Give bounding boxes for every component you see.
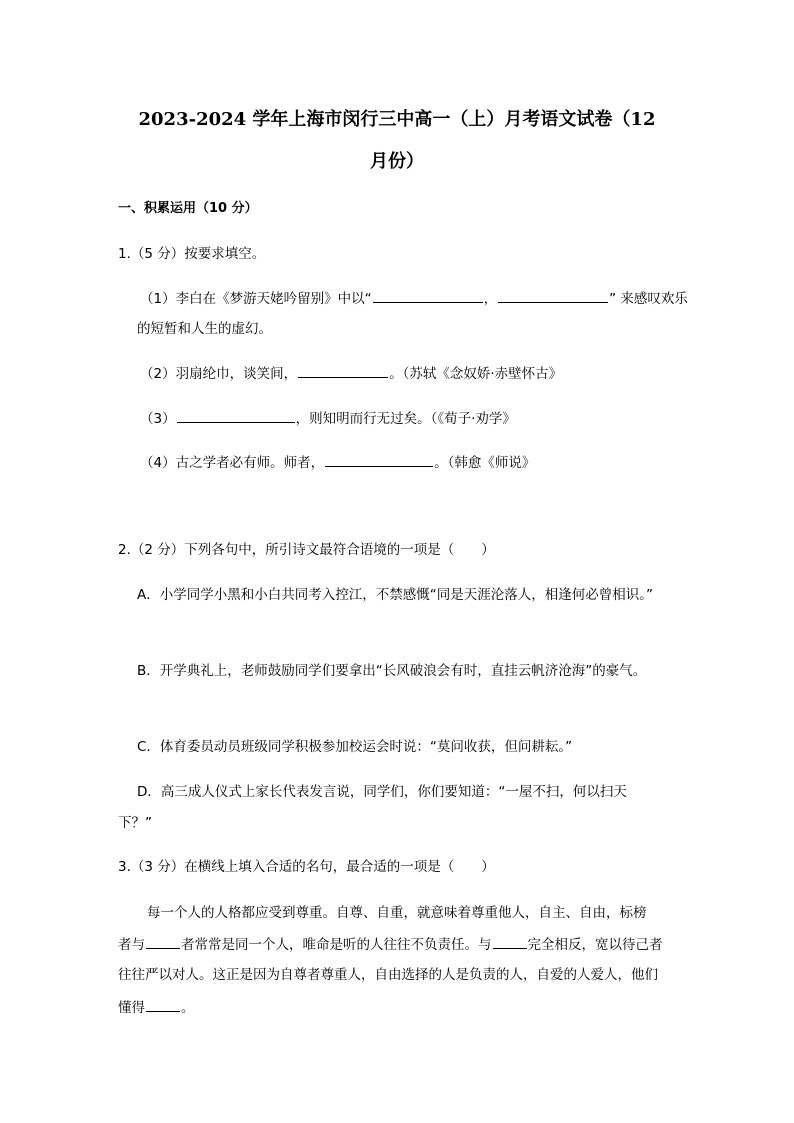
q2-option-b[interactable]: B．开学典礼上，老师鼓励同学们要拿出“长风破浪会有时，直挂云帆济沧海”的豪气。: [137, 663, 647, 679]
q1-item2-text-a: （2）羽扇纶巾，谈笑间，: [140, 366, 298, 382]
q3-passage-line4: [118, 997, 195, 1018]
q3-line2-text-c: 完全相反，宽以待己者: [527, 937, 663, 953]
q1-item2-blank[interactable]: [298, 363, 388, 378]
q3-line4-text-a: 懂得: [118, 1000, 145, 1016]
q1-item1-blank-2[interactable]: [498, 288, 608, 303]
section-heading: 一、积累运用（10 分）: [118, 201, 258, 216]
q3-blank-1[interactable]: [146, 934, 180, 949]
q2-option-d[interactable]: D．高三成人仪式上家长代表发言说，同学们，你们要知道：“一屋不扫，何以扫天: [137, 784, 627, 800]
q3-line4-text-b: 。: [181, 1000, 195, 1016]
q3-passage-line2: [118, 934, 663, 955]
q1-item1-comma: ，: [483, 291, 498, 307]
q1-item1-continued: 的短暂和人生的虚幻。: [137, 321, 272, 337]
q3-line2-text-b: 者常常是同一个人，唯命是听的人往往不负责任。与: [181, 937, 492, 953]
q1-stem: 1.（5 分）按要求填空。: [118, 246, 266, 262]
q1-item4-text-a: （4）古之学者必有师。师者，: [140, 455, 325, 471]
q1-item4-blank[interactable]: [325, 452, 433, 467]
page-title: 2023-2024 学年上海市闵行三中高一（上）月考语文试卷（12: [138, 109, 656, 130]
q1-item1-blank-1[interactable]: [373, 288, 483, 303]
q1-item1-text-c: ” 来感叹欢乐: [609, 291, 688, 307]
q1-item4-text-b: 。（韩愈《师说》: [434, 455, 536, 471]
q1-item3-text-a: （3）: [140, 411, 176, 427]
q1-item2: [140, 363, 562, 384]
q2-option-a[interactable]: A．小学同学小黑和小白共同考入控江，不禁感慨“同是天涯沦落人，相逢何必曾相识。”: [137, 587, 653, 603]
q1-item1-text-a: （1）李白在《梦游天姥吟留别》中以“: [140, 291, 372, 307]
q2-stem: 2.（2 分）下列各句中，所引诗文最符合语境的一项是（ ）: [118, 542, 495, 558]
q2-option-d-continued: 下？”: [118, 815, 152, 831]
page-title-continued: 月份）: [370, 151, 424, 172]
q3-passage-line3: 往往严以对人。这正是因为自尊者尊重人，自由选择的人是负责的人，自爱的人爱人，他们: [118, 967, 658, 983]
q3-blank-3[interactable]: [146, 997, 180, 1012]
q3-blank-2[interactable]: [493, 934, 527, 949]
q1-item3: [140, 408, 516, 429]
q1-item4: [140, 452, 535, 473]
q2-option-c[interactable]: C．体育委员动员班级同学积极参加校运会时说：“莫问收获，但问耕耘。”: [137, 739, 573, 755]
q1-item3-text-b: ，则知明而行无过矣。（《荀子·劝学》: [295, 411, 516, 427]
q3-line2-text-a: 者与: [118, 937, 145, 953]
q1-item1: [140, 288, 688, 309]
q1-item2-text-b: 。（苏轼《念奴娇·赤壁怀古》: [389, 366, 563, 382]
q3-passage-line1: 每一个人的人格都应受到尊重。自尊、自重，就意味着尊重他人，自主、自由，标榜: [147, 905, 647, 921]
q3-stem: 3.（3 分）在横线上填入合适的名句，最合适的一项是（ ）: [118, 859, 495, 875]
q1-item3-blank[interactable]: [177, 408, 295, 423]
